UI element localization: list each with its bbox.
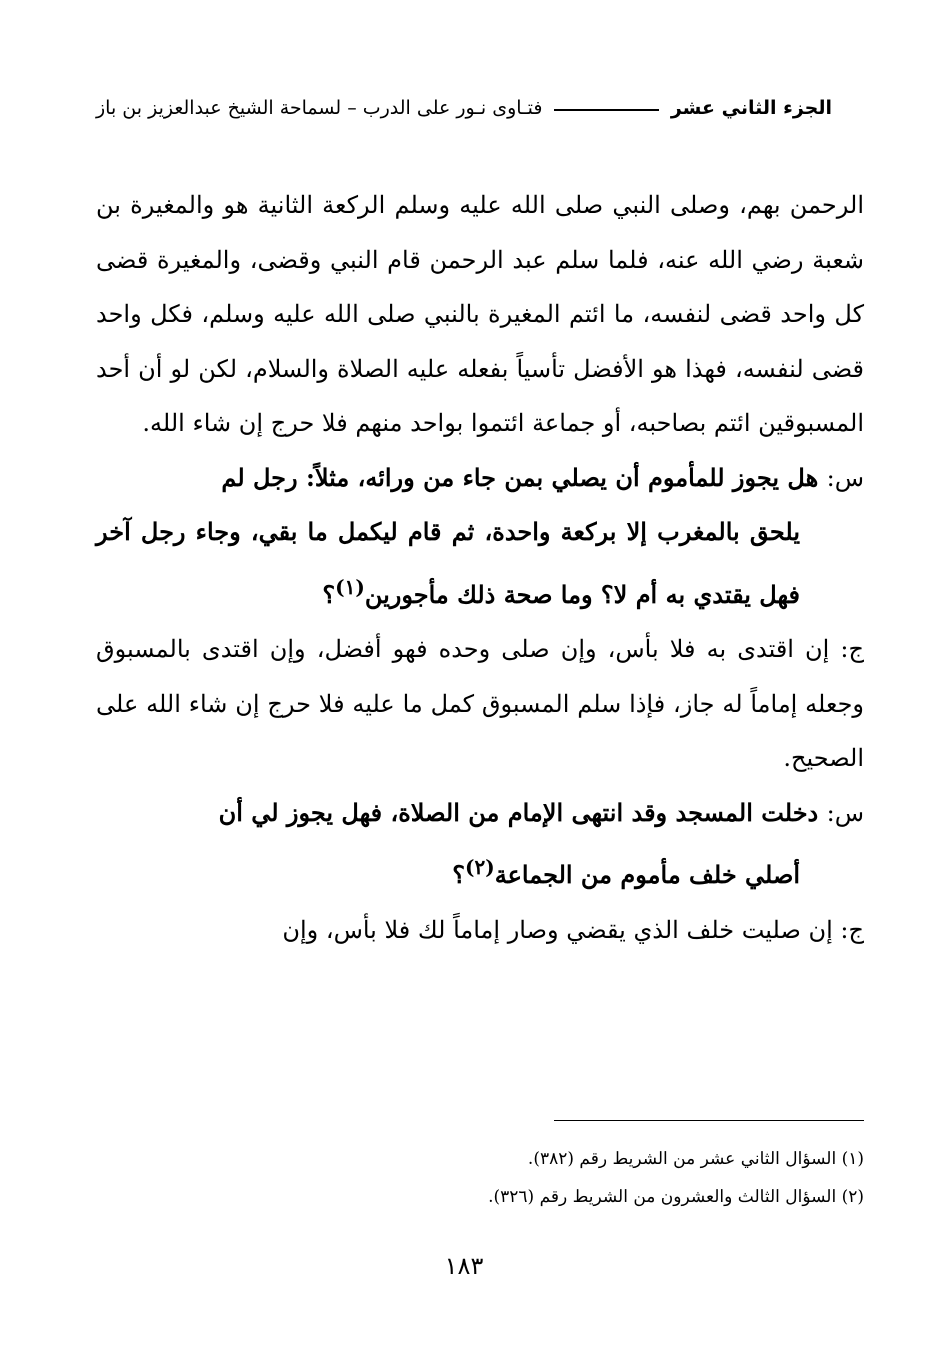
- page-body: [96, 178, 864, 957]
- answer-1: [96, 622, 864, 786]
- footnote-ref-1: (١): [335, 574, 365, 599]
- question-2-rest: أصلي خلف مأموم من الجماعة: [494, 860, 800, 889]
- page-number: ١٨٣: [444, 1252, 484, 1280]
- header-rule: [554, 109, 658, 111]
- question-mark: ؟: [452, 860, 466, 889]
- question-mark: ؟: [322, 579, 336, 609]
- question-2-continuation: [96, 840, 864, 903]
- question-label: س:: [826, 463, 864, 492]
- answer-1-text: إن اقتدى به فلا بأس، وإن صلى وحده فهو أفضل، وإن اقتدى بالمسبوق وجعله إماماً له جاز، فإذا سلم المسبوق كمل ما عليه فلا حرج إن شاء الله على الصحيح.: [96, 635, 864, 772]
- question-1-rest: يلحق بالمغرب إلا بركعة واحدة، ثم قام ليكمل ما بقي، وجاء رجل آخر فهل يقتدي به أم لا؟ وما صحة ذلك مأجورين: [96, 517, 800, 609]
- question-2-first-line: دخلت المسجد وقد انتهى الإمام من الصلاة، فهل يجوز لي أن: [218, 797, 819, 827]
- answer-label: ج:: [840, 915, 864, 944]
- question-1: [96, 451, 864, 623]
- header-book-title: فتـاوى نـور على الدرب – لسماحة الشيخ عبدالعزيز بن باز: [96, 97, 543, 119]
- question-label: س:: [826, 798, 864, 827]
- header-part-title: الجزء الثاني عشر: [670, 97, 832, 119]
- footnote-2: (٢) السؤال الثالث والعشرون من الشريط رقم (٣٢٦).: [488, 1187, 864, 1207]
- question-1-continuation: [96, 505, 864, 622]
- answer-2-text: إن صليت خلف الذي يقضي وصار إماماً لك فلا بأس، وإن: [282, 915, 833, 944]
- answer-label: ج:: [840, 635, 864, 663]
- paragraph-1: الرحمن بهم، وصلى النبي صلى الله عليه وسلم الركعة الثانية هو والمغيرة بن شعبة رضي الله عنه، فلما سلم عبد الرحمن قام النبي وقضى، والمغيرة قضى كل واحد قضى لنفسه، ما ائتم المغيرة بالنبي صلى الله عليه وسلم، فكل واحد قضى لنفسه، فهذا هو الأفضل تأسياً بفعله عليه الصلاة والسلام، لكن لو أن أحد المسبوقين ائتم بصاحبه، أو جماعة ائتموا بواحد منهم فلا حرج إن شاء الله.: [96, 191, 864, 437]
- answer-2: [96, 903, 864, 958]
- footnote-1: (١) السؤال الثاني عشر من الشريط رقم (٣٨٢).: [527, 1149, 864, 1169]
- question-1-first-line: هل يجوز للمأموم أن يصلي بمن جاء من ورائه، مثلاً: رجل لم: [221, 462, 819, 492]
- footnotes: [96, 1140, 864, 1216]
- question-2: [96, 786, 864, 903]
- footnote-separator: [554, 1120, 864, 1121]
- running-header: [96, 88, 832, 128]
- footnote-ref-2: (٢): [465, 855, 495, 879]
